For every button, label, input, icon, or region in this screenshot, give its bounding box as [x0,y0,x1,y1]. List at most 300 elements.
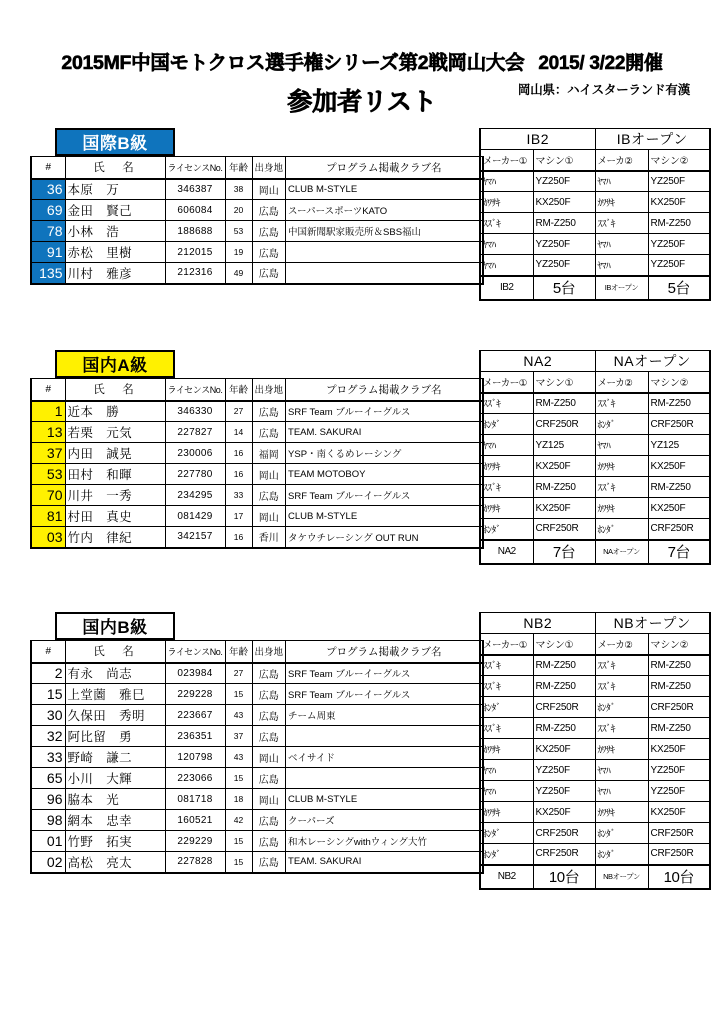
machine-row [480,676,710,697]
page-title: 参加者リスト [287,88,437,116]
rider-age: 42 [225,810,252,831]
club-name [286,242,483,263]
license-no: 120798 [165,747,225,768]
club-name: SRF Team ブルーイーグルス [286,401,483,422]
machine-2: KX250F [648,498,710,519]
class-group-2: NBオープン [595,613,710,634]
maker-2: ﾎﾝﾀﾞ [595,414,648,435]
machine-row [480,697,710,718]
machine-1: YZ125 [533,435,595,456]
rider-number: 69 [31,200,65,221]
club-name [286,768,483,789]
maker-2: ｶﾜｻｷ [595,456,648,477]
rider-name: 網本 忠幸 [65,810,165,831]
maker-2: ｽｽﾞｷ [595,393,648,414]
col-header-name: 氏 名 [65,157,165,179]
machine-1: KX250F [533,456,595,477]
rider-number: 65 [31,768,65,789]
rider-name: 村田 真史 [65,506,165,527]
rider-number: 81 [31,506,65,527]
machine-1: KX250F [533,498,595,519]
col-header-home: 出身地 [252,379,286,401]
col-header-age: 年齢 [225,379,252,401]
club-name: SRF Team ブルーイーグルス [286,663,483,684]
maker-1: ﾎﾝﾀﾞ [480,844,533,865]
table-row [31,242,483,263]
col-header-age: 年齢 [225,157,252,179]
rider-number: 70 [31,485,65,506]
machine-2: KX250F [648,739,710,760]
rider-age: 15 [225,852,252,873]
maker-2: ﾎﾝﾀﾞ [595,844,648,865]
rider-age: 16 [225,443,252,464]
table-row [31,485,483,506]
machine-1: YZ250F [533,234,595,255]
rider-name: 川井 一秀 [65,485,165,506]
hometown: 広島 [252,852,286,873]
machine-2: RM-Z250 [648,718,710,739]
machine-row [480,192,710,213]
club-name: 和木レーシングwithウィング大竹 [286,831,483,852]
license-no: 188688 [165,221,225,242]
machine-row [480,414,710,435]
rider-age: 16 [225,527,252,548]
rider-name: 赤松 里樹 [65,242,165,263]
table-row [31,684,483,705]
hometown: 岡山 [252,789,286,810]
machine-row [480,823,710,844]
event-title [0,47,724,75]
col-header-machine1: マシン① [533,150,595,171]
rider-number: 13 [31,422,65,443]
license-no: 081718 [165,789,225,810]
machine-1: RM-Z250 [533,393,595,414]
maker-2: ｽｽﾞｷ [595,477,648,498]
rider-name: 脇本 光 [65,789,165,810]
total-label-2: IBオープン [595,276,648,300]
license-no: 346387 [165,179,225,200]
maker-1: ｽｽﾞｷ [480,393,533,414]
category-badge: 国際B級 [55,128,175,156]
class-group-row [480,129,710,150]
class-group-2: IBオープン [595,129,710,150]
class-group-1: IB2 [480,129,595,150]
category-badge: 国内B級 [55,612,175,640]
maker-1: ﾔﾏﾊ [480,255,533,276]
machine-1: KX250F [533,192,595,213]
rider-age: 53 [225,221,252,242]
table-row [31,527,483,548]
maker-2: ｶﾜｻｷ [595,739,648,760]
col-header-num: # [31,157,65,179]
machine-1: KX250F [533,739,595,760]
maker-1: ｽｽﾞｷ [480,676,533,697]
rider-name: 小川 大輝 [65,768,165,789]
machine-row [480,234,710,255]
license-no: 223667 [165,705,225,726]
col-header-maker1: メーカー① [480,372,533,393]
rider-number: 03 [31,527,65,548]
maker-1: ﾎﾝﾀﾞ [480,414,533,435]
hometown: 岡山 [252,747,286,768]
table-row [31,789,483,810]
rider-number: 96 [31,789,65,810]
rider-name: 高松 亮太 [65,852,165,873]
license-no: 223066 [165,768,225,789]
table-row [31,747,483,768]
maker-1: ﾔﾏﾊ [480,234,533,255]
maker-1: ｶﾜｻｷ [480,498,533,519]
machine-1: YZ250F [533,760,595,781]
col-header-home: 出身地 [252,641,286,663]
license-no: 229229 [165,831,225,852]
license-no: 023984 [165,663,225,684]
machine-row [480,171,710,192]
club-name: スーパースポーツKATO [286,200,483,221]
table-row [31,422,483,443]
hometown: 広島 [252,242,286,263]
rider-age: 27 [225,663,252,684]
col-header-maker1: メーカー① [480,634,533,655]
maker-1: ﾔﾏﾊ [480,760,533,781]
machine-1: RM-Z250 [533,718,595,739]
maker-1: ﾔﾏﾊ [480,435,533,456]
machine-1: CRF250R [533,823,595,844]
rider-number: 15 [31,684,65,705]
col-header-maker1: メーカー① [480,150,533,171]
hometown: 広島 [252,663,286,684]
total-value-1: 10台 [533,865,595,889]
col-header-license: ライセンスNo. [165,379,225,401]
maker-1: ｶﾜｻｷ [480,739,533,760]
rider-name: 野崎 謙二 [65,747,165,768]
machine-2: CRF250R [648,697,710,718]
machine-2: YZ250F [648,760,710,781]
class-group-1: NB2 [480,613,595,634]
hometown: 岡山 [252,464,286,485]
maker-1: ｶﾜｻｷ [480,456,533,477]
club-name: 中国新聞駅家販売所＆SBS福山 [286,221,483,242]
rider-name: 内田 誠晃 [65,443,165,464]
maker-1: ｽｽﾞｷ [480,655,533,676]
rider-name: 田村 和暉 [65,464,165,485]
totals-row [480,540,710,564]
machine-2: YZ250F [648,171,710,192]
total-value-1: 5台 [533,276,595,300]
machine-1: CRF250R [533,519,595,540]
participants-table [30,378,484,549]
hometown: 広島 [252,401,286,422]
total-value-1: 7台 [533,540,595,564]
hometown: 広島 [252,705,286,726]
venue-label: 岡山県：ハイスターランド有漢 [517,83,690,97]
table-row [31,263,483,284]
table-row [31,852,483,873]
rider-number: 98 [31,810,65,831]
machine-2: YZ250F [648,234,710,255]
maker-1: ﾎﾝﾀﾞ [480,823,533,844]
col-header-name: 氏 名 [65,379,165,401]
rider-age: 43 [225,747,252,768]
hometown: 広島 [252,768,286,789]
total-value-2: 7台 [648,540,710,564]
maker-1: ｽｽﾞｷ [480,718,533,739]
rider-name: 久保田 秀明 [65,705,165,726]
machine-2: CRF250R [648,414,710,435]
machine-row [480,435,710,456]
rider-age: 20 [225,200,252,221]
rider-number: 78 [31,221,65,242]
total-value-2: 5台 [648,276,710,300]
class-subheader-row [480,150,710,171]
maker-2: ｶﾜｻｷ [595,192,648,213]
machine-1: YZ250F [533,171,595,192]
club-name: YSP・南くるめレーシング [286,443,483,464]
table-row [31,179,483,200]
col-header-license: ライセンスNo. [165,157,225,179]
hometown: 広島 [252,726,286,747]
rider-number: 53 [31,464,65,485]
col-header-maker2: メーカ② [595,150,648,171]
total-label-1: IB2 [480,276,533,300]
participants-table [30,640,484,874]
hometown: 広島 [252,221,286,242]
maker-2: ﾎﾝﾀﾞ [595,519,648,540]
class-machine-table [479,612,711,890]
rider-number: 91 [31,242,65,263]
col-header-machine2: マシン② [648,372,710,393]
license-no: 212316 [165,263,225,284]
totals-row [480,865,710,889]
totals-row [480,276,710,300]
class-subheader-row [480,372,710,393]
rider-number: 37 [31,443,65,464]
rider-number: 1 [31,401,65,422]
total-value-2: 10台 [648,865,710,889]
table-row [31,768,483,789]
maker-2: ﾔﾏﾊ [595,171,648,192]
table-header-row [31,379,483,401]
maker-2: ｶﾜｻｷ [595,498,648,519]
maker-1: ｶﾜｻｷ [480,802,533,823]
club-name [286,263,483,284]
maker-2: ｽｽﾞｷ [595,213,648,234]
hometown: 広島 [252,831,286,852]
license-no: 230006 [165,443,225,464]
col-header-license: ライセンスNo. [165,641,225,663]
col-header-machine2: マシン② [648,150,710,171]
machine-2: RM-Z250 [648,477,710,498]
col-header-machine2: マシン② [648,634,710,655]
machine-row [480,456,710,477]
club-name: チーム周東 [286,705,483,726]
machine-2: KX250F [648,456,710,477]
rider-number: 36 [31,179,65,200]
class-group-row [480,613,710,634]
machine-row [480,213,710,234]
machine-row [480,844,710,865]
event-date: 2015/ 3/22開催 [538,53,663,74]
machine-row [480,760,710,781]
machine-1: RM-Z250 [533,676,595,697]
class-group-2: NAオープン [595,351,710,372]
machine-row [480,393,710,414]
rider-age: 15 [225,831,252,852]
license-no: 342157 [165,527,225,548]
machine-2: RM-Z250 [648,655,710,676]
rider-age: 14 [225,422,252,443]
license-no: 227827 [165,422,225,443]
machine-1: RM-Z250 [533,477,595,498]
machine-row [480,781,710,802]
table-row [31,726,483,747]
license-no: 160521 [165,810,225,831]
machine-2: CRF250R [648,823,710,844]
machine-1: KX250F [533,802,595,823]
maker-2: ｽｽﾞｷ [595,676,648,697]
license-no: 236351 [165,726,225,747]
col-header-machine1: マシン① [533,634,595,655]
rider-name: 阿比留 勇 [65,726,165,747]
rider-name: 若栗 元気 [65,422,165,443]
table-row [31,200,483,221]
machine-2: KX250F [648,192,710,213]
machine-row [480,477,710,498]
rider-name: 近本 勝 [65,401,165,422]
table-header-row [31,641,483,663]
hometown: 香川 [252,527,286,548]
license-no: 212015 [165,242,225,263]
table-header-row [31,157,483,179]
club-name: CLUB M-STYLE [286,789,483,810]
hometown: 広島 [252,422,286,443]
rider-age: 16 [225,464,252,485]
participants-table [30,156,484,285]
col-header-name: 氏 名 [65,641,165,663]
rider-name: 小林 浩 [65,221,165,242]
col-header-maker2: メーカ② [595,634,648,655]
machine-row [480,519,710,540]
class-machine-table [479,128,711,301]
maker-1: ﾎﾝﾀﾞ [480,519,533,540]
machine-row [480,802,710,823]
table-row [31,506,483,527]
rider-age: 49 [225,263,252,284]
rider-number: 02 [31,852,65,873]
rider-number: 32 [31,726,65,747]
machine-2: CRF250R [648,519,710,540]
rider-name: 上堂薗 雅巳 [65,684,165,705]
maker-1: ﾎﾝﾀﾞ [480,697,533,718]
rider-number: 2 [31,663,65,684]
total-label-1: NB2 [480,865,533,889]
maker-1: ﾔﾏﾊ [480,171,533,192]
col-header-club: プログラム掲載クラブ名 [286,641,483,663]
license-no: 081429 [165,506,225,527]
rider-name: 金田 賢己 [65,200,165,221]
maker-1: ｶﾜｻｷ [480,192,533,213]
machine-2: KX250F [648,802,710,823]
club-name: CLUB M-STYLE [286,179,483,200]
machine-1: CRF250R [533,414,595,435]
machine-1: YZ250F [533,255,595,276]
machine-row [480,739,710,760]
total-label-2: NAオープン [595,540,648,564]
maker-2: ﾔﾏﾊ [595,760,648,781]
hometown: 福岡 [252,443,286,464]
rider-age: 15 [225,768,252,789]
class-machine-table [479,350,711,565]
machine-2: YZ250F [648,255,710,276]
machine-row [480,655,710,676]
maker-2: ｽｽﾞｷ [595,655,648,676]
col-header-maker2: メーカ② [595,372,648,393]
class-group-1: NA2 [480,351,595,372]
license-no: 606084 [165,200,225,221]
machine-2: RM-Z250 [648,213,710,234]
club-name: TEAM. SAKURAI [286,852,483,873]
machine-1: RM-Z250 [533,655,595,676]
col-header-club: プログラム掲載クラブ名 [286,379,483,401]
license-no: 227828 [165,852,225,873]
license-no: 229228 [165,684,225,705]
machine-row [480,498,710,519]
maker-2: ﾎﾝﾀﾞ [595,697,648,718]
maker-1: ｽｽﾞｷ [480,213,533,234]
hometown: 広島 [252,684,286,705]
hometown: 岡山 [252,506,286,527]
rider-age: 37 [225,726,252,747]
machine-row [480,255,710,276]
col-header-num: # [31,641,65,663]
col-header-age: 年齢 [225,641,252,663]
club-name: SRF Team ブルーイーグルス [286,684,483,705]
table-row [31,401,483,422]
table-row [31,810,483,831]
hometown: 広島 [252,200,286,221]
maker-2: ﾔﾏﾊ [595,255,648,276]
maker-1: ｽｽﾞｷ [480,477,533,498]
category-badge: 国内A級 [55,350,175,378]
maker-1: ﾔﾏﾊ [480,781,533,802]
machine-1: CRF250R [533,697,595,718]
machine-1: RM-Z250 [533,213,595,234]
event-title-text: 2015MF中国モトクロス選手権シリーズ第2戦岡山大会 [61,52,525,74]
license-no: 234295 [165,485,225,506]
club-name: ベイサイド [286,747,483,768]
maker-2: ﾔﾏﾊ [595,234,648,255]
machine-2: YZ250F [648,781,710,802]
rider-name: 有永 尚志 [65,663,165,684]
rider-name: 竹野 拓実 [65,831,165,852]
rider-age: 33 [225,485,252,506]
col-header-home: 出身地 [252,157,286,179]
club-name: SRF Team ブルーイーグルス [286,485,483,506]
rider-age: 19 [225,242,252,263]
rider-age: 17 [225,506,252,527]
rider-age: 15 [225,684,252,705]
machine-row [480,718,710,739]
club-name: タケウチレーシング OUT RUN [286,527,483,548]
maker-2: ｶﾜｻｷ [595,802,648,823]
rider-number: 135 [31,263,65,284]
club-name [286,726,483,747]
machine-2: YZ125 [648,435,710,456]
hometown: 広島 [252,263,286,284]
col-header-club: プログラム掲載クラブ名 [286,157,483,179]
rider-number: 33 [31,747,65,768]
table-row [31,464,483,485]
